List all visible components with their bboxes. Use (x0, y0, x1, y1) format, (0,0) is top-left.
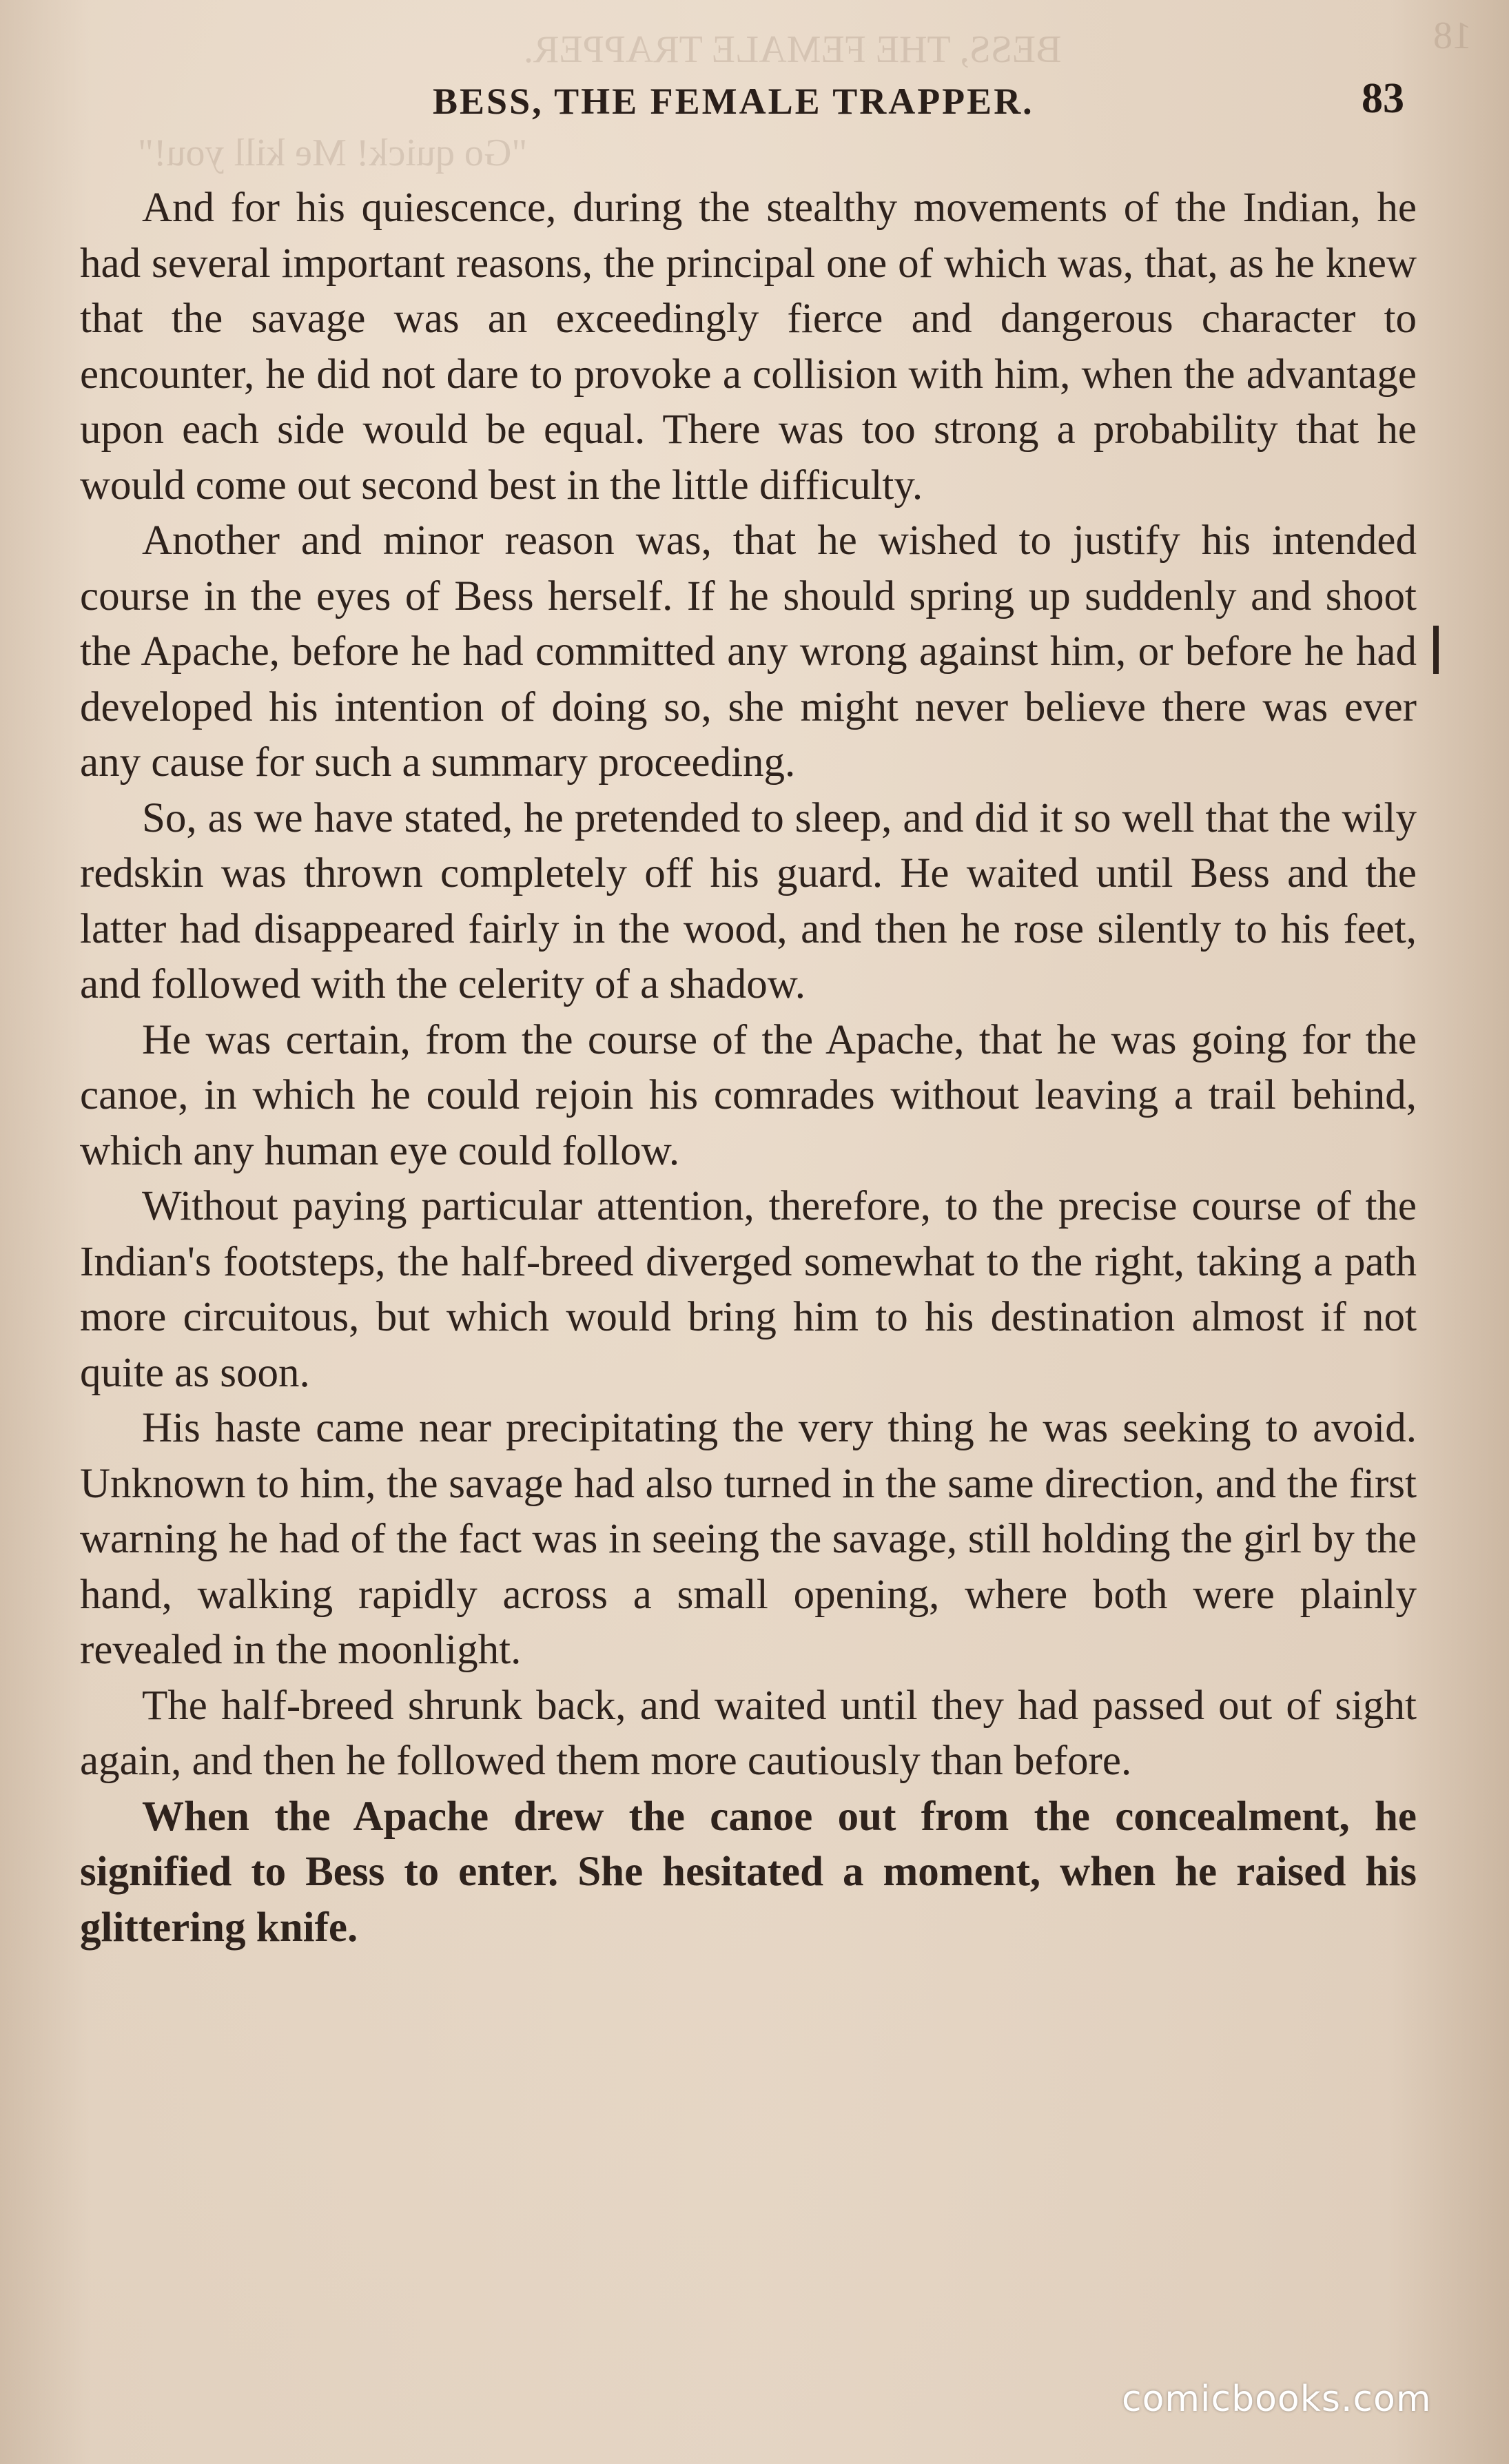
paragraph: His haste came near precipitating the very thing he was seeking to avoid. Unknown to him, the savage had also turned in the same direction, and the first warning he had of the fact was in seeing the savage, still holding the girl by the hand, walking rapidly across a small opening, where both were plainly revealed in the moonlight. (80, 1405, 1417, 1673)
page-header (0, 74, 1509, 130)
running-head: BESS, THE FEMALE TRAPPER. (433, 81, 1034, 122)
margin-mark (1433, 626, 1439, 674)
paragraph: So, as we have stated, he pretended to sleep, and did it so well that the wily redskin was thrown completely off his guard. He waited until Bess and the latter had disappeared fairly in the wood, and then he rose silently to his feet, and followed with the celerity of a shadow. (80, 794, 1417, 1007)
bleed-through-text: "Go quick! Me kill you!" (138, 132, 528, 174)
paragraph: Without paying particular attention, therefore, to the precise course of the Indian's footsteps, the half-breed diverged somewhat to the right, taking a path more circuitous, but which would bring him to his destination almost if not quite as soon. (80, 1183, 1417, 1396)
paragraph: When the Apache drew the canoe out from the concealment, he signified to Bess to enter. She hesitated a moment, when he raised his glittering knife. (80, 1793, 1417, 1951)
page-number: 83 (1362, 75, 1404, 122)
bleed-through-text: 18 (1433, 14, 1472, 57)
paragraph: The half-breed shrunk back, and waited until they had passed out of sight again, and then he followed them more cautiously than before. (80, 1682, 1417, 1784)
body-text (80, 181, 1417, 1955)
watermark: comicbooks.com (1122, 2379, 1432, 2420)
paragraph: Another and minor reason was, that he wished to justify his intended course in the eyes of Bess herself. If he should spring up suddenly and shoot the Apache, before he had committed any wrong against him, or before he had developed his intention of doing so, she might never believe there was ever any cause for such a summary proceeding. (80, 517, 1417, 786)
paragraph: He was certain, from the course of the Apache, that he was going for the canoe, in which he could rejoin his comrades without leaving a trail behind, which any human eye could follow. (80, 1016, 1417, 1174)
bleed-through-text: BESS, THE FEMALE TRAPPER. (524, 28, 1062, 71)
paragraph: And for his quiescence, during the stealthy movements of the Indian, he had several important reasons, the principal one of which was, that, as he knew that the savage was an exceedingly fierce and dangerous character to encounter, he did not dare to provoke a collision with him, when the advantage upon each side would be equal. There was too strong a probability that he would come out second best in the little difficulty. (80, 185, 1417, 509)
